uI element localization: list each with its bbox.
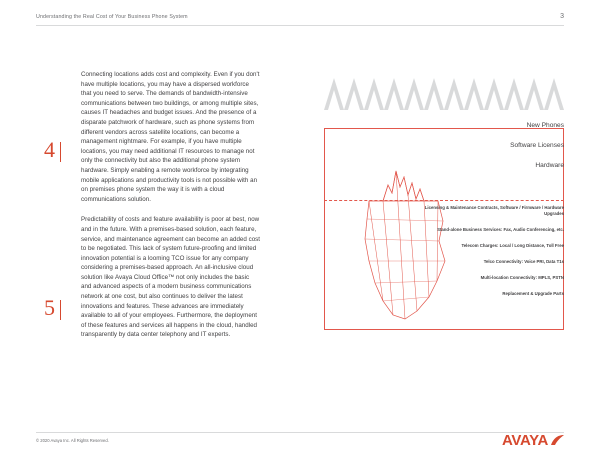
label-new-phones: New Phones (526, 122, 564, 129)
avaya-logo (502, 432, 564, 449)
paragraph-4: Connecting locations adds cost and complexity. Even if you don't have multiple locations, you may have a dispersed workforce that you need to serve. The demands of bandwidth-intensive communications between two buildings, or among multiple sites, causes IT headaches and budget issues. And the presence of a disparate patchwork of hardware, such as phone systems from different vendors across satellite locations, can become a management nightmare. For example, if you have multiple locations, you may need additional IT resources to manage not only the connectivity but also the additional phone system hardware. Simply enabling a remote workforce by integrating mobile applications and productivity tools is not possible with an on premises phone system the way it is with a cloud communications solution. (81, 71, 260, 203)
copyright-text: © 2020 Avaya Inc. All Rights Reserved. (36, 438, 109, 443)
page-number: 3 (560, 13, 564, 20)
label-multilocation-connectivity: Multi-location Connectivity: MPLS, PSTN (480, 274, 564, 280)
label-telco-connectivity: Telco Connectivity: Voice PRI, Data T1s (483, 258, 564, 264)
label-standalone-services: Stand-alone Business Services: Fax, Audio Conferencing, etc. (437, 226, 564, 232)
waterline-divider (324, 200, 564, 201)
label-licensing-maintenance: Licensing & Maintenance Contracts, Software / Firmware / Hardware Upgrades (424, 205, 564, 216)
header-title: Understanding the Real Cost of Your Business Phone System (36, 14, 188, 20)
label-telecom-charges: Telecom Charges: Local / Long Distance, Toll Free (461, 242, 564, 248)
footer-divider (36, 432, 564, 433)
avaya-logo-text: AVAYA (501, 432, 548, 449)
header-divider (36, 25, 564, 26)
above-water-label-group (438, 122, 564, 182)
page-content (36, 70, 564, 390)
iceberg-infographic (288, 70, 564, 390)
paragraph-5: Predictability of costs and feature availability is poor at best, now and in the future. With a premises-based solution, each feature, service, and maintenance agreement can become an added cost to be negotiated. This lack of system future-proofing and limited innovation potential is a looming TCO issue for any company considering a premises-based approach. An all-inclusive cloud solution like Avaya Cloud Office™ not only includes the basic and advanced aspects of a modern business communications network at one cost, but also continues to deliver the latest innovations and features. These advances are immediately available to all of your employees. Furthermore, the deployment of these features and services all happens in the cloud, handled transparently by data center telephony and IT experts. (81, 216, 261, 339)
section-number-rule (60, 142, 61, 162)
section-number-label: 5 (44, 295, 55, 320)
section-number-label: 4 (44, 137, 55, 162)
page-header (36, 14, 564, 30)
label-software-licenses: Software Licenses (510, 142, 564, 149)
below-water-label-group (414, 205, 564, 307)
body-text-column (81, 70, 261, 340)
section-number-5 (44, 295, 61, 320)
label-replacement-upgrade-parts: Replacement & Upgrade Parts (502, 291, 564, 297)
section-number-rule (60, 300, 61, 320)
chevron-pattern-icon (324, 78, 564, 110)
avaya-swoosh-icon (551, 435, 564, 446)
section-number-4 (44, 137, 61, 162)
label-hardware: Hardware (535, 162, 564, 169)
